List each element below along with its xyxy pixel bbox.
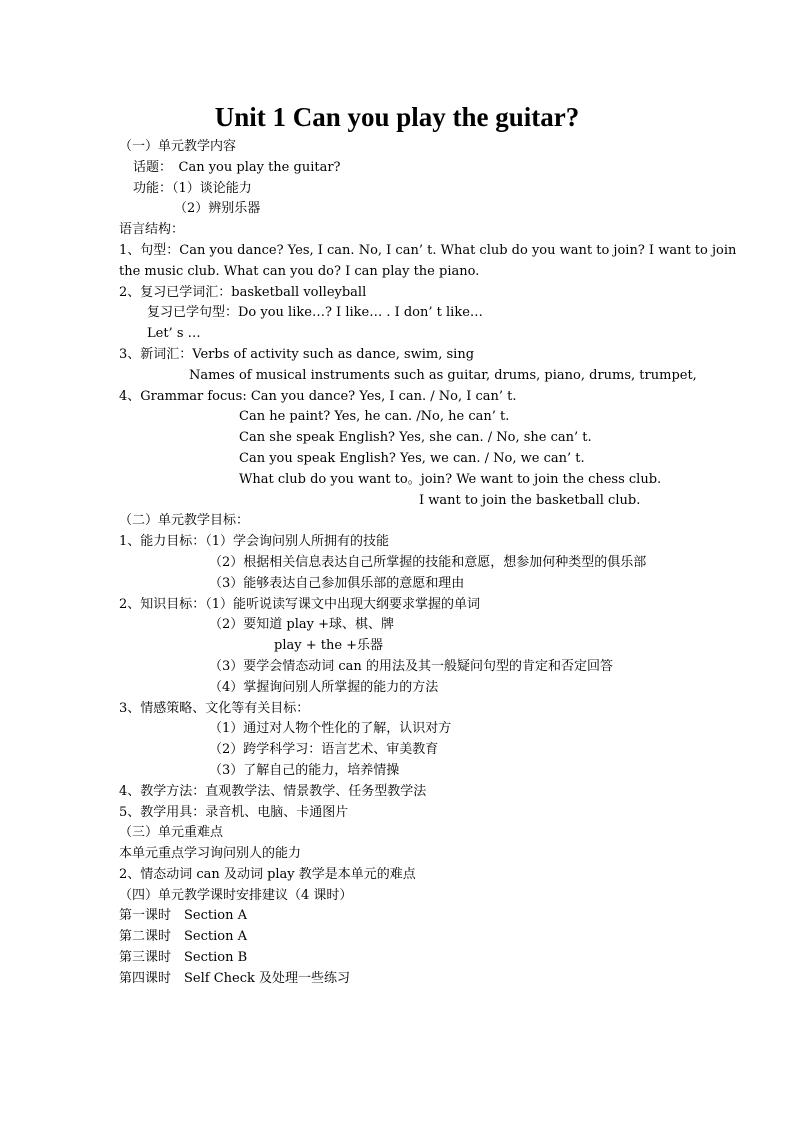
knowledge-goal-line: 2、知识目标：（1）能听说读写课文中出现大纲要求掌握的单词 bbox=[119, 596, 481, 612]
grammar-example: I want to join the basketball club. bbox=[419, 492, 641, 508]
document-body bbox=[119, 137, 737, 990]
lesson-plan-item: 第二课时 Section A bbox=[119, 929, 247, 945]
grammar-example: Can she speak English? Yes, she can. / No, she can’ t. bbox=[239, 430, 592, 446]
grammar-example: What club do you want to。join? We want to join the chess club. bbox=[239, 471, 662, 487]
review-patterns-lets: Let’ s … bbox=[147, 326, 201, 342]
affective-goal-item: （1）通过对人物个性化的了解，认识对方 bbox=[209, 721, 452, 737]
knowledge-goal-item: （3）要学会情态动词 can 的用法及其一般疑问句型的肯定和否定回答 bbox=[209, 658, 613, 674]
teaching-methods-line: 4、教学方法：直观教学法、情景教学、任务型教学法 bbox=[119, 783, 427, 799]
ability-goal-item: （2）根据相关信息表达自己所掌握的技能和意愿，想参加何种类型的俱乐部 bbox=[209, 554, 647, 570]
review-patterns-line: 复习已学句型：Do you like…? I like… . I don’ t like… bbox=[147, 305, 483, 321]
lesson-plan-item: 第一课时 Section A bbox=[119, 908, 247, 924]
lesson-plan-item: 第四课时 Self Check 及处理一些练习 bbox=[119, 970, 351, 986]
key-point-line: 本单元重点学习询问别人的能力 bbox=[119, 846, 302, 862]
document-title: Unit 1 Can you play the guitar? bbox=[214, 102, 580, 132]
section-heading: （一）单元教学内容 bbox=[119, 139, 237, 154]
grammar-focus-line: 4、Grammar focus: Can you dance? Yes, I can. / No, I can’ t. bbox=[119, 388, 517, 404]
affective-goal-item: （2）跨学科学习：语言艺术、审美教育 bbox=[209, 742, 439, 758]
function-line: 功能：（1）谈论能力 bbox=[133, 180, 252, 196]
function-line-2: （2）辨别乐器 bbox=[174, 201, 261, 217]
new-vocabulary-line: 3、新词汇：Verbs of activity such as dance, swim, sing bbox=[119, 346, 475, 362]
difficult-point-line: 2、情态动词 can 及动词 play 教学是本单元的难点 bbox=[119, 866, 416, 882]
ability-goal-item: （3）能够表达自己参加俱乐部的意愿和理由 bbox=[209, 575, 465, 591]
teaching-tools-line: 5、教学用具：录音机、电脑、卡通图片 bbox=[119, 804, 349, 820]
language-structure-label: 语言结构： bbox=[119, 222, 185, 238]
knowledge-goal-item: （2）要知道 play +球、棋、牌 bbox=[209, 617, 395, 633]
affective-goal-item: （3）了解自己的能力，培养情操 bbox=[209, 762, 400, 778]
section-heading: （四）单元教学课时安排建议（4 课时） bbox=[119, 887, 353, 903]
grammar-example: Can he paint? Yes, he can. /No, he can’ t. bbox=[239, 409, 510, 425]
topic-line: 话题： Can you play the guitar? bbox=[133, 159, 341, 175]
new-vocabulary-instruments: Names of musical instruments such as guitar, drums, piano, drums, trumpet, bbox=[189, 367, 697, 383]
grammar-example: Can you speak English? Yes, we can. / No, we can’ t. bbox=[239, 450, 585, 466]
section-heading: （三）单元重难点 bbox=[119, 825, 224, 841]
sentence-patterns-line: 1、句型：Can you dance? Yes, I can. No, I can’ t. What club do you want to join? I want to join bbox=[119, 242, 737, 258]
section-heading: （二）单元教学目标： bbox=[119, 513, 250, 529]
sentence-patterns-continued: the music club. What can you do? I can play the piano. bbox=[119, 263, 480, 279]
lesson-plan-item: 第三课时 Section B bbox=[119, 950, 248, 966]
knowledge-goal-item: play + the +乐器 bbox=[274, 638, 384, 654]
knowledge-goal-item: （4）掌握询问别人所掌握的能力的方法 bbox=[209, 679, 439, 695]
affective-goal-line: 3、情感策略、文化等有关目标： bbox=[119, 700, 310, 716]
review-vocabulary-line: 2、复习已学词汇：basketball volleyball bbox=[119, 284, 367, 300]
ability-goal-line: 1、能力目标：（1）学会询问别人所拥有的技能 bbox=[119, 534, 390, 550]
